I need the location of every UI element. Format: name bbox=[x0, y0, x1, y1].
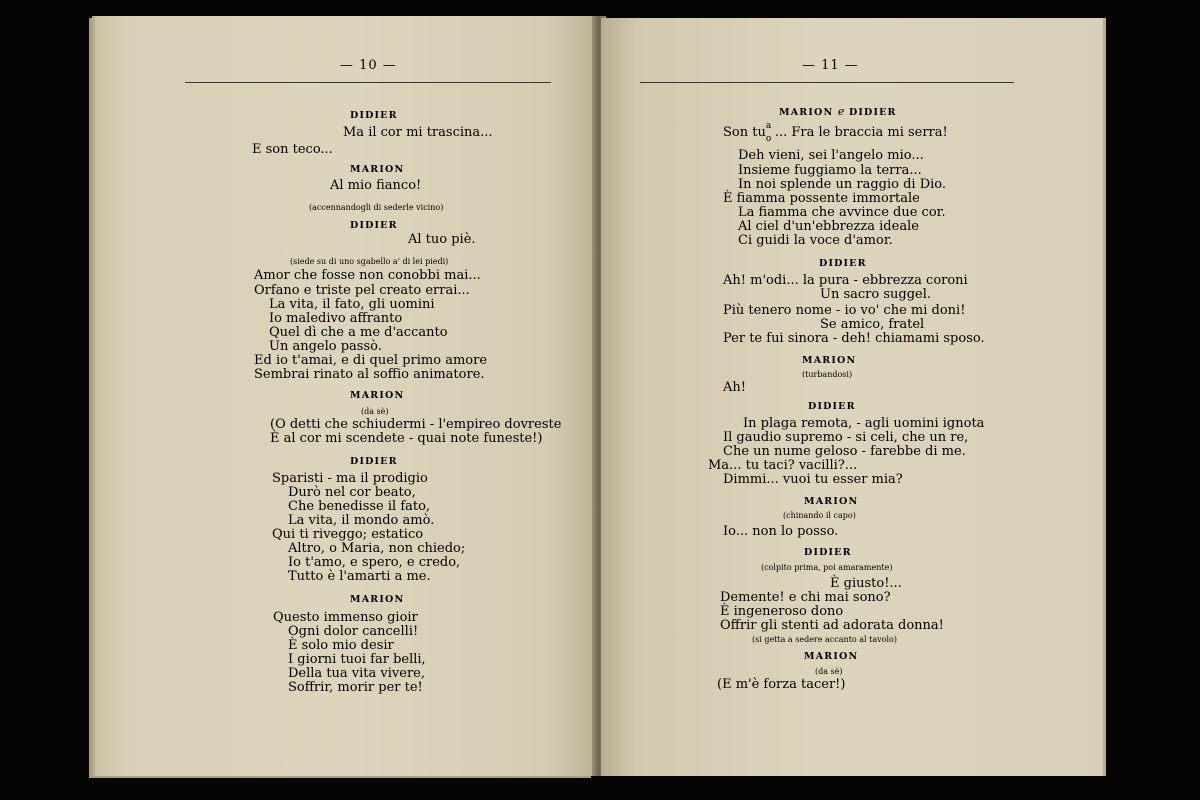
verse-line: Qui ti riveggo; estatico bbox=[272, 527, 424, 542]
verse-line: (E m'è forza tacer!) bbox=[717, 677, 846, 692]
verse-line: Amor che fosse non conobbi mai... bbox=[254, 268, 481, 283]
verse-line: Ogni dolor cancelli! bbox=[288, 624, 419, 639]
stage-direction: (colpito prima, poi amaramente) bbox=[761, 563, 893, 572]
verse-line: Ah! m'odi... la pura - ebbrezza coroni bbox=[723, 273, 968, 288]
speaker-name: DIDIER bbox=[350, 456, 398, 467]
verse-line: In noi splende un raggio di Dio. bbox=[738, 177, 947, 192]
verse-line: La vita, il mondo amò. bbox=[288, 513, 435, 528]
verse-line: Sparisti - ma il prodigio bbox=[272, 471, 428, 486]
verse-line: Se amico, fratel bbox=[820, 317, 925, 332]
speaker-name: DIDIER bbox=[808, 401, 856, 412]
verse-line: Quel dì che a me d'accanto bbox=[269, 325, 448, 340]
verse-line: Io t'amo, e spero, e credo, bbox=[288, 555, 461, 570]
verse-line: È solo mio desir bbox=[288, 638, 394, 653]
speaker-name: MARION bbox=[350, 164, 405, 175]
verse-line: E son teco... bbox=[252, 142, 333, 157]
verse-line: Deh vieni, sei l'angelo mio... bbox=[738, 148, 924, 163]
stage-direction: (chinando il capo) bbox=[783, 511, 856, 520]
speaker-name: MARION bbox=[804, 651, 859, 662]
verse-line: (O detti che schiudermi - l'empireo dovreste bbox=[270, 417, 562, 432]
verse-line: Tutto è l'amarti a me. bbox=[288, 569, 431, 584]
speaker-name: DIDIER bbox=[804, 547, 852, 558]
verse-line: Ah! bbox=[723, 380, 746, 395]
speaker-name: MARION bbox=[804, 496, 859, 507]
verse-line: Che un nume geloso - farebbe di me. bbox=[723, 444, 966, 459]
right-header-rule bbox=[640, 82, 1014, 83]
stage-direction: (turbandosi) bbox=[802, 370, 853, 379]
verse-line: Soffrir, morir per te! bbox=[288, 680, 423, 695]
verse-line: Questo immenso gioir bbox=[273, 610, 418, 625]
verse-line: Che benedisse il fato, bbox=[288, 499, 431, 514]
verse-line: Insieme fuggiamo la terra... bbox=[738, 163, 922, 178]
verse-line: Al ciel d'un'ebbrezza ideale bbox=[738, 219, 919, 234]
right-page-number: — 11 — bbox=[802, 58, 859, 73]
verse-line: La fiamma che avvince due cor. bbox=[738, 205, 946, 220]
verse-line: È fiamma possente immortale bbox=[723, 191, 920, 206]
verse-line: Offrir gli stenti ad adorata donna! bbox=[720, 618, 944, 633]
speaker-name: MARION bbox=[350, 390, 405, 401]
speaker-heading: MARION e DIDIER bbox=[779, 105, 897, 118]
verse-line: Ed io t'amai, e di quel primo amore bbox=[254, 353, 488, 368]
verse-line: Della tua vita vivere, bbox=[288, 666, 425, 681]
verse-line: Per te fui sinora - deh! chiamami sposo. bbox=[723, 331, 985, 346]
verse-line: È ingeneroso dono bbox=[720, 604, 844, 619]
verse-line: Un angelo passò. bbox=[269, 339, 382, 354]
verse-line: Demente! e chi mai sono? bbox=[720, 590, 891, 605]
verse-line: Un sacro suggel. bbox=[820, 287, 932, 302]
stage-direction: (siede su di uno sgabello a' di lei piedi) bbox=[290, 257, 449, 266]
verse-line: I giorni tuoi far belli, bbox=[288, 652, 426, 667]
verse-line: La vita, il fato, gli uomini bbox=[269, 297, 435, 312]
speaker-name: MARION bbox=[802, 355, 857, 366]
verse-line: Io maledivo affranto bbox=[269, 311, 403, 326]
verse-line: Orfano e triste pel creato errai... bbox=[254, 283, 470, 298]
verse-line: Sembrai rinato al soffio animatore. bbox=[254, 367, 485, 382]
verse-line: Durò nel cor beato, bbox=[288, 485, 416, 500]
verse-line: È giusto!... bbox=[830, 576, 902, 591]
verse-line: Ma... tu taci? vacilli?... bbox=[708, 458, 858, 473]
speaker-name: DIDIER bbox=[350, 220, 398, 231]
verse-line: Al mio fianco! bbox=[330, 178, 422, 193]
verse-line: Son tu a o ... Fra le braccia mi serra! bbox=[723, 121, 948, 144]
verse-line: Il gaudio supremo - si celi, che un re, bbox=[723, 430, 969, 445]
verse-line: Ci guidi la voce d'amor. bbox=[738, 233, 893, 248]
verse-line: Al tuo piè. bbox=[408, 232, 476, 247]
left-header-rule bbox=[185, 82, 551, 83]
verse-line: Ma il cor mi trascina... bbox=[343, 125, 493, 140]
speaker-name: DIDIER bbox=[819, 258, 867, 269]
speaker-name: DIDIER bbox=[350, 110, 398, 121]
stage-direction: (si getta a sedere accanto al tavolo) bbox=[752, 635, 897, 644]
speaker-name: MARION bbox=[350, 594, 405, 605]
verse-line: In plaga remota, - agli uomini ignota bbox=[743, 416, 985, 431]
stage-direction: (accennandogli di sederle vicino) bbox=[309, 203, 444, 212]
verse-line: Più tenero nome - io vo' che mi doni! bbox=[723, 303, 966, 318]
stage-direction: (da sè) bbox=[815, 667, 843, 676]
verse-line: Dimmi... vuoi tu esser mia? bbox=[723, 472, 903, 487]
left-page-number: — 10 — bbox=[340, 58, 397, 73]
verse-line: È al cor mi scendete - quai note funeste!) bbox=[270, 431, 543, 446]
stage-direction: (da sè) bbox=[361, 407, 389, 416]
verse-line: Altro, o Maria, non chiedo; bbox=[288, 541, 466, 556]
verse-line: Io... non lo posso. bbox=[723, 524, 839, 539]
